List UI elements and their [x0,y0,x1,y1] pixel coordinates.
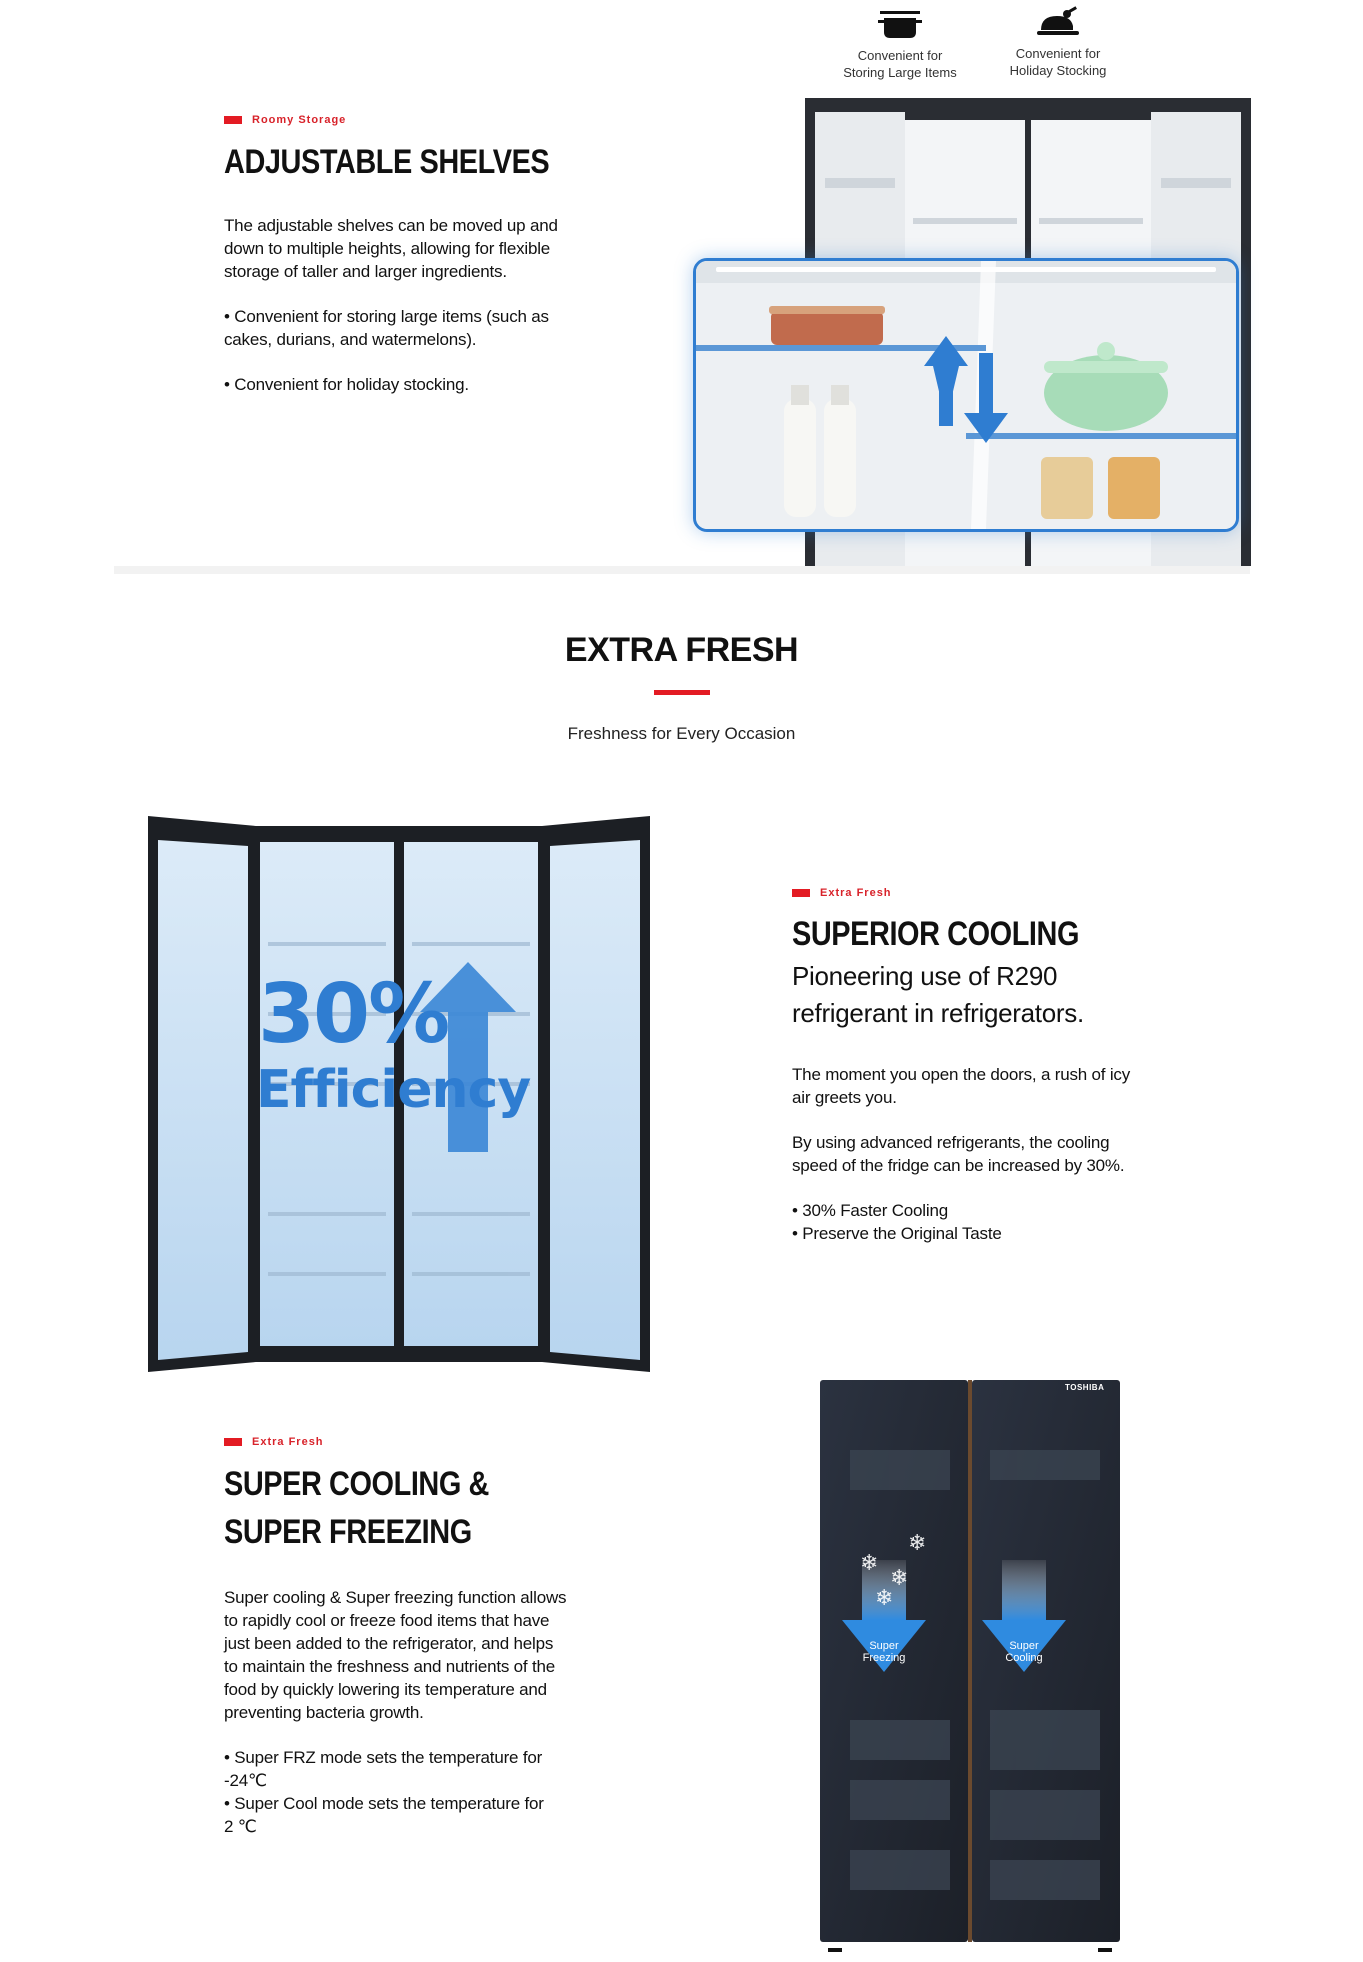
tag-marker [224,1438,242,1446]
adjustable-shelves-body [224,214,584,418]
roast-turkey-icon [1033,4,1083,40]
efficiency-word: Efficiency [256,1060,531,1120]
bullet-item: • 30% Faster Cooling [792,1201,948,1220]
paragraph: The moment you open the doors, a rush of icy air greets you. [792,1065,1130,1107]
super-cooling-label [984,1640,1064,1664]
pot-icon [875,6,925,42]
large-items-feature [838,6,962,81]
section-title: EXTRA FRESH [564,631,799,669]
icon-caption-line: Holiday Stocking [1009,63,1107,78]
glass-fridge-illustration [820,1380,1120,1952]
roomy-storage-tag [224,114,346,126]
bullet-item: • Preserve the Original Taste [792,1224,1002,1243]
svg-text:❄: ❄ [908,1531,927,1556]
svg-text:❄: ❄ [860,1551,879,1576]
extra-fresh-tag [792,887,892,899]
label-line: Super [869,1640,899,1652]
svg-text:❄: ❄ [875,1586,894,1611]
icon-caption-line: Storing Large Items [843,65,957,80]
section-subtitle: Freshness for Every Occasion [567,724,796,743]
icon-caption-line: Convenient for [857,48,943,63]
paragraph: By using advanced refrigerants, the cooling speed of the fridge can be increased by 30%. [792,1133,1125,1175]
glass-fridge-image [820,1380,1120,1952]
title-underline [654,690,710,695]
label-line: Cooling [1005,1652,1043,1664]
super-cooling-body [224,1586,569,1838]
icon-caption-line: Convenient for [1015,46,1101,61]
super-freezing-label [844,1640,924,1664]
super-cooling-title: SUPER COOLING & [224,1465,489,1503]
bullet-item: • Convenient for holiday stocking. [224,375,469,394]
brand-logo: TOSHIBA [1065,1383,1105,1392]
tag-label: Extra Fresh [252,1436,324,1448]
shelf-closeup-illustration [696,261,1236,529]
subtitle-line: Pioneering use of R290 [792,961,1058,991]
tag-label: Extra Fresh [820,887,892,899]
extra-fresh-tag [224,1436,324,1448]
section-divider [114,566,1250,574]
label-line: Super [1009,1640,1039,1652]
svg-text:❄: ❄ [890,1566,909,1591]
efficiency-fridge-image [148,812,650,1382]
adjustable-shelves-title: ADJUSTABLE SHELVES [224,143,550,181]
tag-label: Roomy Storage [252,114,347,126]
subtitle-line: refrigerant in refrigerators. [792,998,1084,1028]
super-freezing-title: SUPER FREEZING [224,1513,472,1551]
tag-marker [224,116,242,124]
bullet-item: • Super Cool mode sets the temperature for [224,1794,544,1813]
superior-cooling-body [792,1063,1152,1245]
holiday-stocking-feature [996,4,1120,79]
extra-fresh-header [0,626,1363,674]
label-line: Freezing [862,1652,906,1664]
bullet-item: • Super FRZ mode sets the temperature for [224,1748,543,1767]
superior-cooling-subtitle [792,958,1212,1032]
efficiency-percent: 30% [258,967,449,1062]
shelf-closeup-image [693,258,1239,532]
paragraph: The adjustable shelves can be moved up and down to multiple heights, allowing for flexible storage of taller and larger ingredients. [224,216,558,281]
tag-marker [792,889,810,897]
bullet-item: • Convenient for storing large items (such as cakes, durians, and watermelons). [224,307,549,349]
bullet-item: -24℃ [224,1771,267,1790]
superior-cooling-title: SUPERIOR COOLING [792,915,1080,953]
bullet-item: 2 ℃ [224,1817,257,1836]
paragraph: Super cooling & Super freezing function allows to rapidly cool or freeze food items that have just been added to the refrigerator, and helps to maintain the freshness and nutrients of the food by quickly lowering its temperature and preventing bacteria growth. [224,1588,567,1722]
